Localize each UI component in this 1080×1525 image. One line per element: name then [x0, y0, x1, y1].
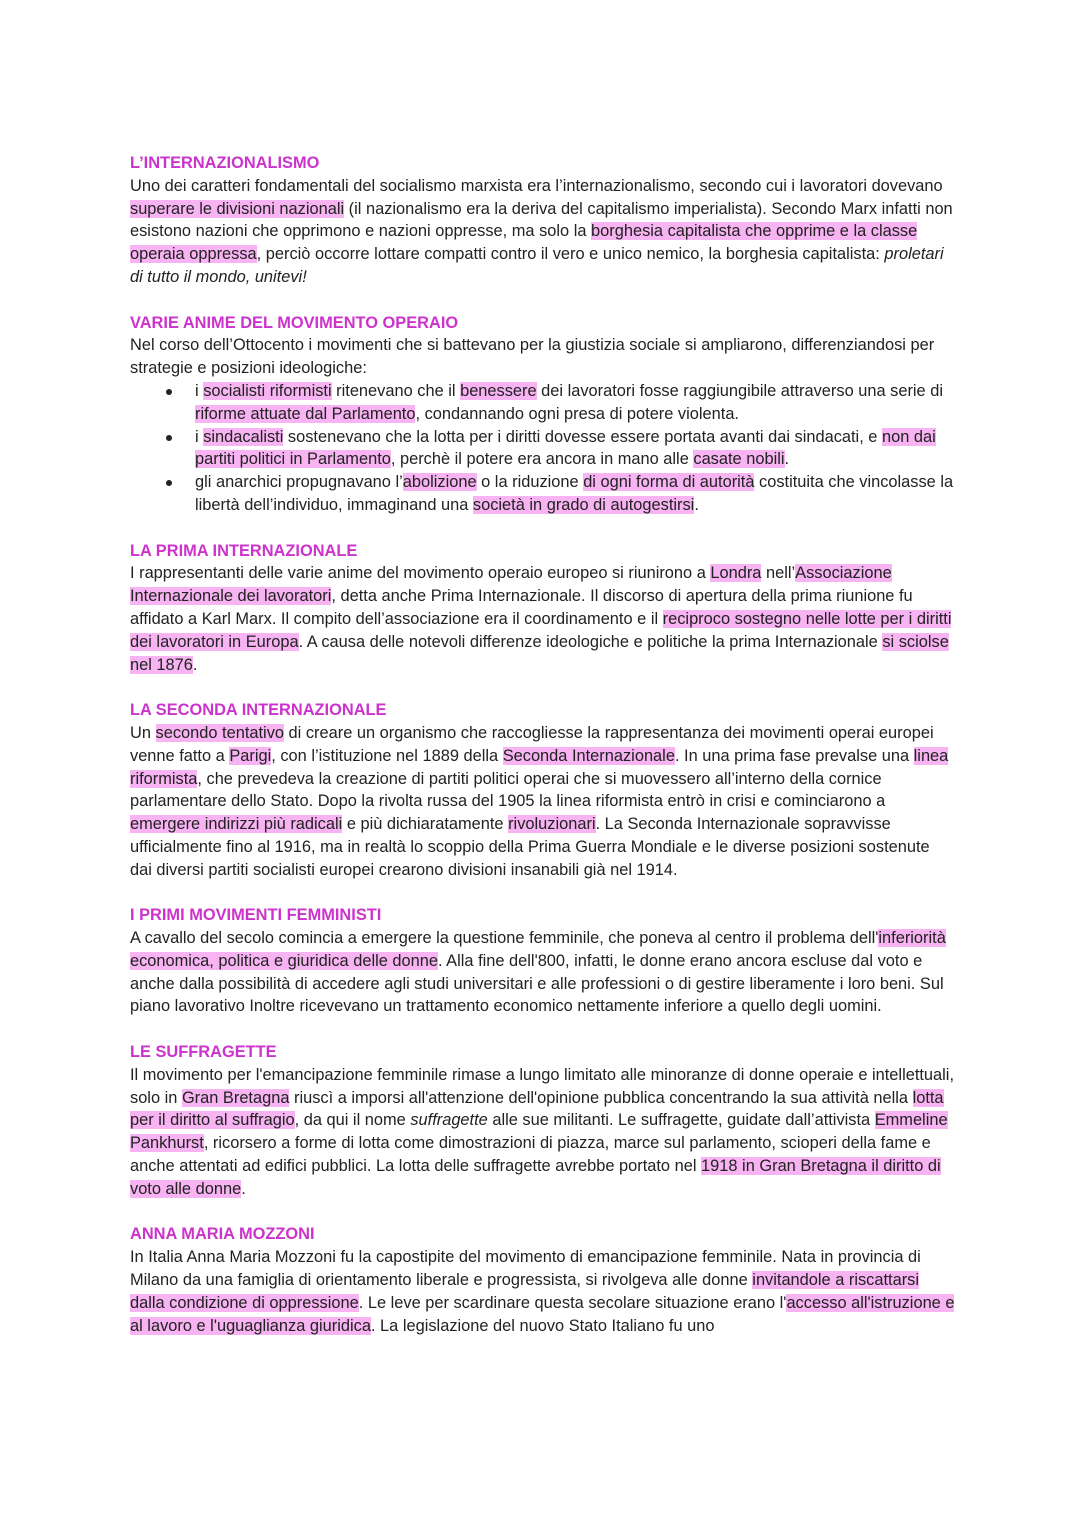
text-run: . A causa delle notevoli differenze ideologiche e politiche la prima Internazionale [298, 632, 883, 651]
text-run: costituita che vincolasse la libertà dell’individuo, immaginand una [195, 473, 954, 514]
highlighted-text: Seconda Internazionale [502, 746, 675, 765]
highlighted-text: di ogni forma di autorità [583, 473, 755, 492]
text-run: In Italia Anna Maria Mozzoni fu la capostipite del movimento di emancipazione femminile. Nata in provincia di Milano da una famiglia di orientamento liberale e progressista, si rivolgeva alle donne [130, 1248, 921, 1290]
text-run: Il movimento per l'emancipazione femminile rimase a lungo limitato alle minoranze di donne operaie e intellettuali, solo in [130, 1065, 954, 1107]
highlighted-text: borghesia capitalista che opprime e la classe operaia oppressa [130, 222, 918, 264]
section-heading: I PRIMI MOVIMENTI FEMMINISTI [130, 906, 382, 925]
section-heading: LA SECONDA INTERNAZIONALE [130, 701, 387, 720]
highlighted-text: linea riformista [130, 746, 949, 788]
text-run: i [195, 427, 204, 446]
text-run: alle sue militanti. Le suffragette, guidate dall’attivista [487, 1111, 875, 1130]
section-paragraph [130, 722, 955, 882]
text-run: di creare un organismo che raccogliesse la rappresentanza dei movimenti operai europei venne fatto a [130, 723, 934, 765]
highlighted-text: Emmeline Pankhurst [130, 1111, 948, 1153]
text-run: . Le leve per scardinare questa secolare situazione erano l' [358, 1293, 787, 1312]
text-run: i [195, 381, 204, 400]
text-run: Un [130, 723, 156, 742]
text-run: . [192, 655, 198, 674]
section-paragraph [130, 1246, 955, 1337]
highlighted-text: Gran Bretagna [181, 1088, 290, 1107]
text-run: . In una prima fase prevalse una [674, 746, 914, 765]
text-run: , perchè il potere era ancora in mano alle [390, 450, 694, 469]
highlighted-text: inferiorità economica, politica e giuridica delle donne [130, 929, 946, 970]
section-heading: VARIE ANIME DEL MOVIMENTO OPERAIO [130, 313, 459, 332]
text-run: Uno dei caratteri fondamentali del socialismo marxista era l’internazionalismo, secondo cui i lavoratori dovevano [130, 176, 943, 195]
text-run: , perciò occorre lottare compatti contro il vero e unico nemico, la borghesia capitalista: [256, 245, 885, 264]
highlighted-text: superare le divisioni nazionali [130, 199, 345, 218]
text-run: o la riduzione [476, 473, 584, 492]
highlighted-text: invitandole a riscattarsi dalla condizione di oppressione [130, 1271, 920, 1312]
bullet-item [195, 426, 955, 472]
text-run: , ricorsero a forme di lotta come dimostrazioni di piazza, marce sul parlamento, scioperi della fame e anche attentati ad edifici pubblici. La lotta delle suffragette avrebbe portato nel [130, 1134, 931, 1176]
text-run: . [241, 1179, 246, 1198]
document-page [130, 152, 955, 1360]
section-mozzoni [130, 1223, 955, 1337]
text-run: , da qui il nome [294, 1111, 411, 1130]
text-run: gli anarchici propugnavano l’ [195, 473, 403, 492]
text-run: . La Seconda Internazionale sopravvisse ufficialmente fino al 1916, ma in realtà lo scoppio della Prima Guerra Mondiale e le diverse posizioni sostenute dai diversi partiti socialisti europei crearono divisioni insanabili già nel 1914. [130, 815, 930, 879]
section-suffragette [130, 1041, 955, 1201]
text-run: Nel corso dell’Ottocento i movimenti che si battevano per la giustizia sociale si ampliarono, differenziandosi per strategie e posizioni ideologiche: [130, 336, 935, 378]
text-run: . La legislazione del nuovo Stato Italiano fu uno [370, 1316, 715, 1335]
highlighted-text: società in grado di autogestirsi [472, 495, 695, 514]
highlighted-text: rivoluzionari [508, 815, 596, 834]
section-paragraph [130, 334, 955, 380]
bullet-item [195, 380, 955, 426]
text-run: . [694, 495, 699, 514]
text-run: e più dichiaratamente [342, 815, 509, 834]
text-run: , condannando ogni presa di potere violenta. [415, 404, 739, 423]
highlighted-text: riforme attuate dal Parlamento [195, 404, 416, 423]
text-run: . [784, 450, 790, 469]
bullet-list [130, 380, 955, 517]
highlighted-text: Londra [710, 564, 762, 583]
text-run: (il nazionalismo era la deriva del capitalismo imperialista). Secondo Marx infatti non esistono nazioni che opprimono e nazioni oppresse, ma solo la [130, 199, 953, 241]
highlighted-text: sindacalisti [203, 427, 284, 446]
text-run: nell’ [761, 564, 796, 583]
text-run: , detta anche Prima Internazionale. Il discorso di apertura della prima riunione fu affidato a Karl Marx. Il compito dell’associazione era il coordinamento e il [130, 587, 913, 628]
highlighted-text: Associazione Internazionale dei lavoratori [130, 564, 892, 606]
highlighted-text: abolizione [402, 473, 477, 492]
text-run: sostenevano che la lotta per i diritti dovesse essere portata avanti dai sindacati, e [283, 427, 882, 446]
section-prima-internazionale [130, 540, 955, 677]
text-run: . Alla fine dell'800, infatti, le donne erano ancora escluse dal voto e anche dalla possibilità di accedere agli studi universitari e alle professioni o di gestire liberamente i loro beni. Sul piano lavorativo Inoltre ricevevano un trattamento economico nettamente inferiore a quello degli uomini. [130, 951, 944, 1016]
section-varie-anime [130, 312, 955, 517]
text-run: riuscì a imporsi all'attenzione dell'opinione pubblica concentrando la sua attività nella [289, 1088, 913, 1107]
highlighted-text: socialisti riformisti [203, 381, 332, 400]
highlighted-text: benessere [460, 381, 537, 400]
section-paragraph [130, 1064, 955, 1201]
section-paragraph [130, 927, 955, 1018]
highlighted-text: casate nobili [693, 450, 785, 469]
text-run: I rappresentanti delle varie anime del movimento operaio europeo si riunirono a [130, 564, 711, 583]
highlighted-text: accesso all'istruzione e al lavoro e l'uguaglianza giuridica [130, 1293, 955, 1335]
text-run: , con l’istituzione nel 1889 della [271, 746, 503, 765]
highlighted-text: 1918 in Gran Bretagna il diritto di voto alle donne [130, 1157, 941, 1198]
section-paragraph [130, 175, 955, 289]
highlighted-text: lotta per il diritto al suffragio [130, 1088, 944, 1130]
text-run: , che prevedeva la creazione di partiti politici operai che si muovessero all’interno della cornice parlamentare dello Stato. Dopo la rivolta russa del 1905 la linea riformista entrò in crisi e cominciarono a [130, 769, 886, 811]
section-internazionalismo [130, 152, 955, 289]
section-heading: LA PRIMA INTERNAZIONALE [130, 541, 358, 560]
section-heading: ANNA MARIA MOZZONI [130, 1225, 315, 1244]
highlighted-text: Parigi [229, 746, 272, 765]
section-heading: L’INTERNAZIONALISMO [130, 154, 320, 172]
highlighted-text: non dai partiti politici in Parlamento [195, 427, 936, 469]
section-seconda-internazionale [130, 699, 955, 881]
highlighted-text: secondo tentativo [155, 723, 284, 742]
italic-text: suffragette [410, 1111, 488, 1130]
text-run: ritenevano che il [331, 381, 461, 400]
italic-text: proletari di tutto il mondo, unitevi! [130, 245, 944, 286]
highlighted-text: emergere indirizzi più radicali [130, 815, 343, 834]
section-movimenti-femministi [130, 904, 955, 1018]
section-heading: LE SUFFRAGETTE [130, 1043, 277, 1062]
bullet-item [195, 471, 955, 517]
text-run: dei lavoratori fosse raggiungibile attraverso una serie di [536, 381, 943, 400]
section-paragraph [130, 562, 955, 676]
text-run: A cavallo del secolo comincia a emergere la questione femminile, che poneva al centro il problema dell' [130, 929, 879, 948]
highlighted-text: reciproco sostegno nelle lotte per i diritti dei lavoratori in Europa [130, 609, 952, 651]
highlighted-text: si sciolse nel 1876 [130, 632, 949, 674]
